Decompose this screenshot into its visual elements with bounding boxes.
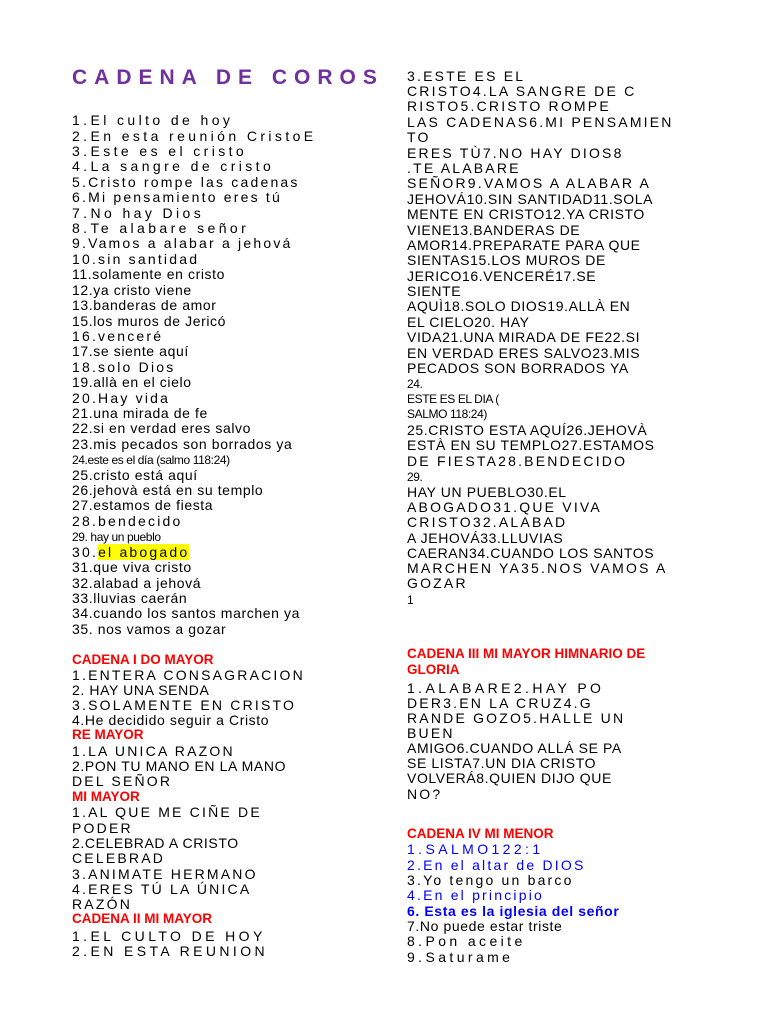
list-item: 26.jehovà está en su templo [72,482,264,498]
list-item: 33.lluvias caerán [72,590,188,606]
section-heading: RE MAYOR [72,727,144,742]
list-item: 13.banderas de amor [72,297,217,313]
paragraph-line: A JEHOVÁ33.LLUVIAS [407,530,564,546]
list-item: 22.si en verdad eres salvo [72,420,252,436]
list-item: 31.que viva cristo [72,559,192,575]
page-title: CADENA DE COROS [72,66,384,89]
paragraph-line: PECADOS SON BORRADOS YA [407,360,629,376]
paragraph-line: EN VERDAD ERES SALVO23.MIS [407,345,641,361]
list-item: NO? [407,786,443,802]
list-item: 3.Yo tengo un barco [407,872,574,888]
paragraph-line: EL CIELO20. HAY [407,314,530,330]
paragraph-line: ERES TÙ7.NO HAY DIOS8 [407,145,624,161]
list-item: 11.solamente en cristo [72,266,226,282]
paragraph-line: 24. [407,377,423,391]
paragraph-line: JEHOVÁ10.SIN SANTIDAD11.SOLA [407,191,654,207]
list-item [72,544,189,560]
paragraph-line: CAERAN34.CUANDO LOS SANTOS [407,545,655,561]
list-item: 2.EN ESTA REUNION [72,943,269,959]
list-item: 27.estamos de fiesta [72,497,214,513]
list-item: SE LISTA7.UN DIA CRISTO [407,755,597,771]
list-item: 17.se siente aquí [72,343,189,359]
list-item: 3.Este es el cristo [72,143,248,159]
list-item: 9.Vamos a alabar a jehová [72,235,293,251]
list-item: 32.alabad a jehová [72,575,202,591]
paragraph-line: TO [407,129,431,145]
list-item: 19.allà en el cielo [72,374,192,390]
paragraph-line: 1 [407,593,414,607]
paragraph-line: CRISTO4.LA SANGRE DE C [407,83,637,99]
list-item: 25.cristo está aquí [72,467,198,483]
list-item: VOLVERÁ8.QUIEN DIJO QUE [407,770,612,786]
section-heading: CADENA III MI MAYOR HIMNARIO DE GLORIA [407,646,646,677]
list-item: 9.Saturame [407,949,514,965]
list-item: 23.mis pecados son borrados ya [72,436,293,452]
paragraph-line: SIENTAS15.LOS MUROS DE [407,252,606,268]
paragraph-line: MARCHEN YA35.NOS VAMOS A [407,560,668,576]
list-item: 2.PON TU MANO EN LA MANO [72,758,287,774]
paragraph-line: SALMO 118:24) [407,407,487,421]
paragraph-line: 3.ESTE ES EL [407,68,526,84]
list-item: 7.No hay Dios [72,205,205,221]
paragraph-line: VIDA21.UNA MIRADA DE FE22.SI [407,329,641,345]
list-item: DER3.EN LA CRUZ4.G [407,695,593,711]
list-item: 2.CELEBRAD A CRISTO [72,835,239,851]
list-item: 4.He decidido seguir a Cristo [72,712,270,728]
paragraph-line: 25.CRISTO ESTA AQUÍ26.JEHOVÀ [407,422,648,438]
list-item: DEL SEÑOR [72,773,173,789]
list-item: 34.cuando los santos marchen ya [72,605,300,621]
list-item: 12.ya cristo viene [72,282,192,298]
list-item: 24.este es el día (salmo 118:24) [72,453,230,467]
paragraph-line: DE FIESTA28.BENDECIDO [407,453,628,469]
list-item: 1.SALMO122:1 [407,841,544,857]
list-item: 2.En el altar de DIOS [407,857,586,873]
paragraph-line: VIENE13.BANDERAS DE [407,222,581,238]
list-item: 10.sin santidad [72,251,200,267]
list-item: 1.EL CULTO DE HOY [72,928,266,944]
list-item: 1.LA UNICA RAZON [72,743,235,759]
paragraph-line: .TE ALABARE [407,160,521,176]
list-item: 16.venceré [72,328,164,344]
list-item: 3.ANIMATE HERMANO [72,866,258,882]
list-item: 28.bendecido [72,513,183,529]
paragraph-line: ESTÀ EN SU TEMPLO27.ESTAMOS [407,437,655,453]
list-item: 1.ENTERA CONSAGRACION [72,667,305,683]
paragraph-line: GOZAR [407,575,468,591]
list-item: 4.En el principio [407,887,545,903]
section-heading: CADENA IV MI MENOR [407,826,554,841]
list-item: 2.En esta reunión CristoE [72,128,317,144]
list-item: 4.ERES TÚ LA ÚNICA [72,881,252,897]
list-item: 8.Te alabare señor [72,220,250,236]
list-item: 2. HAY UNA SENDA [72,682,210,698]
paragraph-line: JERICO16.VENCERÉ17.SE [407,268,597,284]
list-item: 8.Pon aceite [407,933,526,949]
section-heading: MI MAYOR [72,789,140,804]
list-item: 6. Esta es la iglesia del señor [407,903,620,919]
paragraph-line: 29. [407,470,423,484]
list-item: BUEN [407,725,455,741]
paragraph-line: RISTO5.CRISTO ROMPE [407,98,611,114]
paragraph-line: AQUÌ18.SOLO DIOS19.ALLÀ EN [407,298,631,314]
list-item: PODER [72,820,133,836]
list-item: 15.los muros de Jericó [72,313,227,329]
list-item: RAZÓN [72,896,132,912]
paragraph-line: ESTE ES EL DIA ( [407,392,499,406]
paragraph-line: CRISTO32.ALABAD [407,514,568,530]
list-item: 20.Hay vida [72,390,171,406]
paragraph-line: SEÑOR9.VAMOS A ALABAR A [407,175,652,191]
highlighted-text: el abogado [98,544,190,560]
paragraph-line: HAY UN PUEBLO30.EL [407,484,567,500]
list-number: 30. [72,544,99,560]
list-item: 18.solo Dios [72,359,176,375]
paragraph-line: MENTE EN CRISTO12.YA CRISTO [407,206,645,222]
paragraph-line: LAS CADENAS6.MI PENSAMIEN [407,114,674,130]
list-item: 21.una mirada de fe [72,405,208,421]
list-item: 6.Mi pensamiento eres tú [72,189,282,205]
list-item: 4.La sangre de cristo [72,158,275,174]
paragraph-line: SIENTE [407,283,462,299]
section-heading: CADENA I DO MAYOR [72,652,214,667]
list-item: 35. nos vamos a gozar [72,621,227,637]
list-item: 29. hay un pueblo [72,530,161,544]
list-item: 3.SOLAMENTE EN CRISTO [72,697,297,713]
list-item: 1.ALABARE2.HAY PO [407,680,605,696]
paragraph-line: ABOGADO31.QUE VIVA [407,499,602,515]
paragraph-line: AMOR14.PREPARATE PARA QUE [407,237,641,253]
list-item: CELEBRAD [72,850,166,866]
list-item: AMIGO6.CUANDO ALLÁ SE PA [407,740,622,756]
section-heading: CADENA II MI MAYOR [72,911,213,926]
list-item: 7.No puede estar triste [407,918,563,934]
list-item: 1.AL QUE ME CIÑE DE [72,804,262,820]
list-item: RANDE GOZO5.HALLE UN [407,710,626,726]
list-item: 5.Cristo rompe las cadenas [72,174,300,190]
list-item: 1.El culto de hoy [72,112,234,128]
